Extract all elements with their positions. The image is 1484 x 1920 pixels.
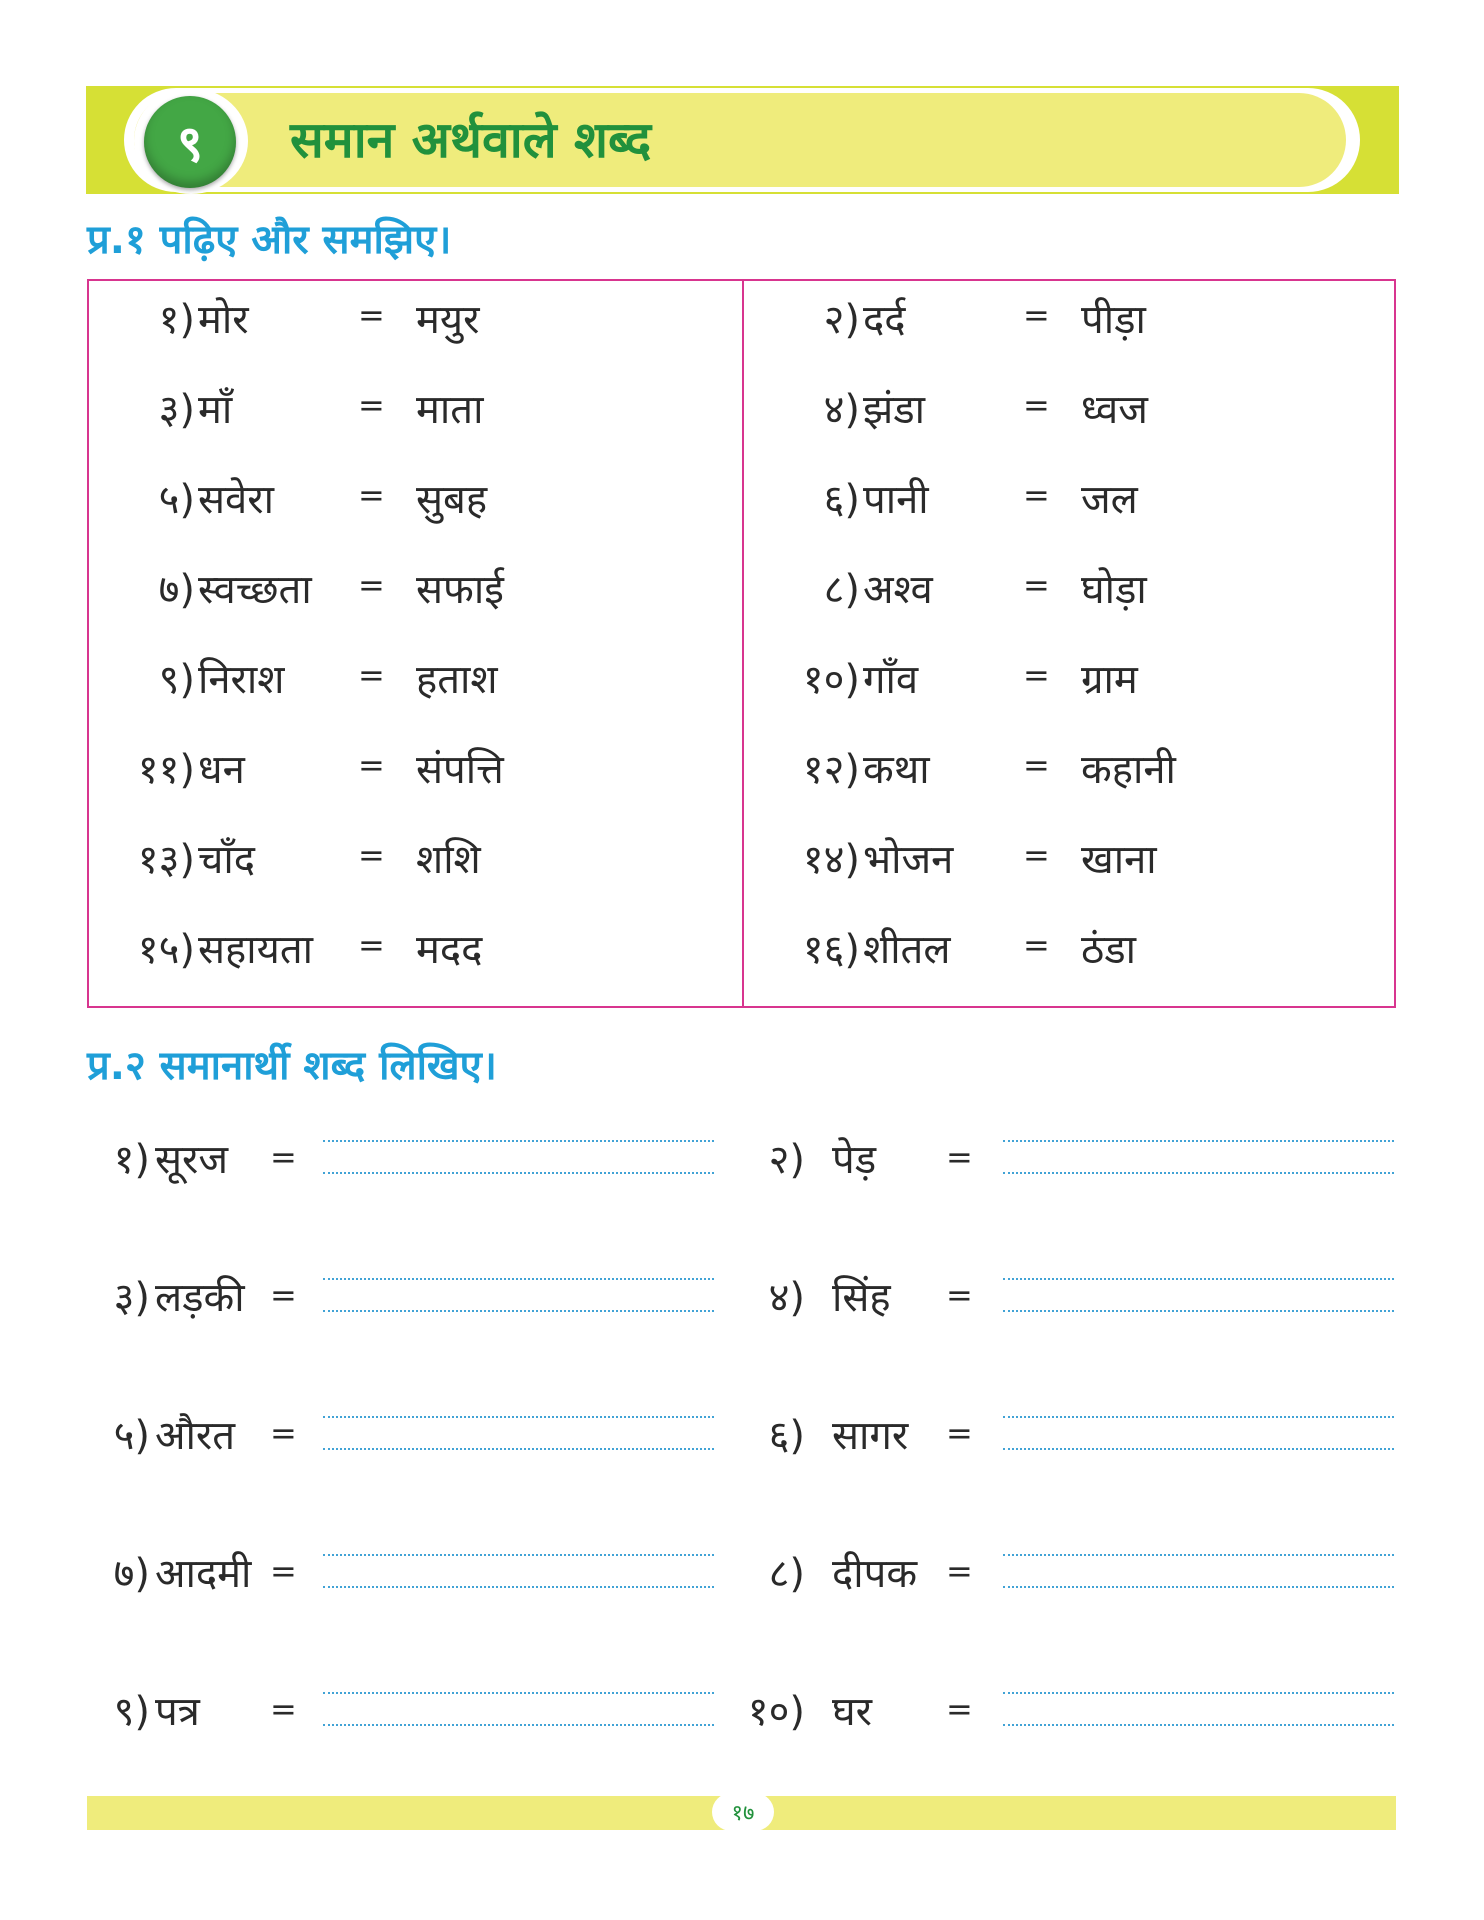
pair-word: धन xyxy=(198,747,245,793)
pair-synonym: सुबह xyxy=(416,477,488,523)
pair-synonym: संपत्ति xyxy=(416,747,504,793)
answer-line[interactable] xyxy=(1003,1692,1394,1726)
pair-equals: = xyxy=(358,836,385,874)
pair-synonym: मदद xyxy=(416,927,483,973)
lesson-title: समान अर्थवाले शब्द xyxy=(290,111,652,169)
exercise-number: २) xyxy=(768,1137,805,1183)
pair-synonym: माता xyxy=(416,387,484,433)
pair-word: स्वच्छता xyxy=(198,567,312,613)
exercise-word: पेड़ xyxy=(832,1137,877,1183)
pair-synonym: हताश xyxy=(416,657,498,703)
pair-word: चाँद xyxy=(198,837,255,883)
exercise-equals: = xyxy=(270,1138,297,1176)
pair-word: सहायता xyxy=(198,927,313,973)
exercise-equals: = xyxy=(946,1276,973,1314)
pair-word: पानी xyxy=(863,477,929,523)
pair-equals: = xyxy=(1023,836,1050,874)
exercise-equals: = xyxy=(946,1138,973,1176)
pair-synonym: पीड़ा xyxy=(1081,297,1146,343)
pair-synonym: घोड़ा xyxy=(1081,567,1147,613)
pair-equals: = xyxy=(1023,296,1050,334)
exercise-equals: = xyxy=(270,1276,297,1314)
pair-word: सवेरा xyxy=(198,477,274,523)
pair-synonym: ध्वज xyxy=(1081,387,1148,433)
table-row xyxy=(0,380,1484,450)
pair-equals: = xyxy=(358,566,385,604)
exercise-equals: = xyxy=(946,1690,973,1728)
pair-equals: = xyxy=(358,296,385,334)
pair-equals: = xyxy=(358,746,385,784)
pair-number: ४) xyxy=(823,387,860,433)
pair-word: गाँव xyxy=(863,657,919,703)
table-row xyxy=(0,920,1484,990)
pair-number: १२) xyxy=(802,747,860,793)
exercise-word: आदमी xyxy=(155,1551,252,1597)
pair-number: १) xyxy=(158,297,195,343)
answer-line[interactable] xyxy=(1003,1554,1394,1588)
pair-word: भोजन xyxy=(863,837,954,883)
exercise-word: सागर xyxy=(832,1413,909,1459)
pair-number: १६) xyxy=(802,927,860,973)
section2-heading: प्र.२ समानार्थी शब्द लिखिए। xyxy=(87,1043,497,1089)
exercise-word: सूरज xyxy=(155,1137,229,1183)
pair-number: ५) xyxy=(158,477,195,523)
exercise-word: लड़की xyxy=(155,1275,245,1321)
table-row xyxy=(0,290,1484,360)
pair-number: ३) xyxy=(158,387,195,433)
pair-synonym: खाना xyxy=(1081,837,1157,883)
pair-synonym: ठंडा xyxy=(1081,927,1136,973)
pair-synonym: सफाई xyxy=(416,567,504,613)
exercise-word: दीपक xyxy=(832,1551,918,1597)
pair-word: दर्द xyxy=(863,297,906,343)
answer-line[interactable] xyxy=(1003,1416,1394,1450)
table-row xyxy=(0,650,1484,720)
pair-equals: = xyxy=(1023,386,1050,424)
pair-synonym: जल xyxy=(1081,477,1138,523)
pair-word: कथा xyxy=(863,747,930,793)
exercise-number: ६) xyxy=(768,1413,805,1459)
pair-equals: = xyxy=(358,926,385,964)
table-row xyxy=(0,560,1484,630)
exercise-word: सिंह xyxy=(832,1275,891,1321)
pair-number: ९) xyxy=(158,657,195,703)
exercise-number: १) xyxy=(113,1137,150,1183)
pair-number: ११) xyxy=(137,747,195,793)
exercise-number: ९) xyxy=(113,1689,150,1735)
lesson-number-badge: ९ xyxy=(144,96,236,188)
exercise-number: ३) xyxy=(113,1275,150,1321)
pair-word: माँ xyxy=(198,387,233,433)
exercise-equals: = xyxy=(270,1690,297,1728)
pair-equals: = xyxy=(358,476,385,514)
pair-word: झंडा xyxy=(863,387,925,433)
pair-equals: = xyxy=(1023,566,1050,604)
pair-synonym: कहानी xyxy=(1081,747,1176,793)
pair-equals: = xyxy=(358,656,385,694)
exercise-number: १०) xyxy=(747,1689,805,1735)
exercise-number: ५) xyxy=(113,1413,150,1459)
pair-number: ६) xyxy=(823,477,860,523)
exercise-word: औरत xyxy=(155,1413,236,1459)
page-number: १७ xyxy=(712,1793,774,1831)
pair-number: १३) xyxy=(137,837,195,883)
pair-number: ७) xyxy=(158,567,195,613)
table-row xyxy=(0,470,1484,540)
pair-equals: = xyxy=(1023,746,1050,784)
pair-equals: = xyxy=(1023,926,1050,964)
answer-line[interactable] xyxy=(1003,1140,1394,1174)
pair-synonym: मयुर xyxy=(416,297,480,343)
pair-equals: = xyxy=(1023,656,1050,694)
pair-equals: = xyxy=(358,386,385,424)
pair-word: शीतल xyxy=(863,927,951,973)
answer-line[interactable] xyxy=(1003,1278,1394,1312)
table-row xyxy=(0,830,1484,900)
exercise-number: ८) xyxy=(768,1551,805,1597)
pair-number: १४) xyxy=(802,837,860,883)
pair-synonym: ग्राम xyxy=(1081,657,1138,703)
pair-equals: = xyxy=(1023,476,1050,514)
exercise-equals: = xyxy=(946,1414,973,1452)
pair-number: २) xyxy=(823,297,860,343)
exercise-number: ४) xyxy=(768,1275,805,1321)
pair-number: १५) xyxy=(137,927,195,973)
pair-number: ८) xyxy=(823,567,860,613)
section1-heading: प्र.१ पढ़िए और समझिए। xyxy=(87,217,452,263)
pair-word: मोर xyxy=(198,297,249,343)
exercise-word: पत्र xyxy=(155,1689,200,1735)
exercise-word: घर xyxy=(832,1689,872,1735)
pair-synonym: शशि xyxy=(416,837,481,883)
exercise-number: ७) xyxy=(113,1551,150,1597)
exercise-equals: = xyxy=(270,1414,297,1452)
table-row xyxy=(0,740,1484,810)
pair-word: निराश xyxy=(198,657,285,703)
pair-number: १०) xyxy=(802,657,860,703)
exercise-equals: = xyxy=(270,1552,297,1590)
exercise-equals: = xyxy=(946,1552,973,1590)
pair-word: अश्व xyxy=(863,567,933,613)
